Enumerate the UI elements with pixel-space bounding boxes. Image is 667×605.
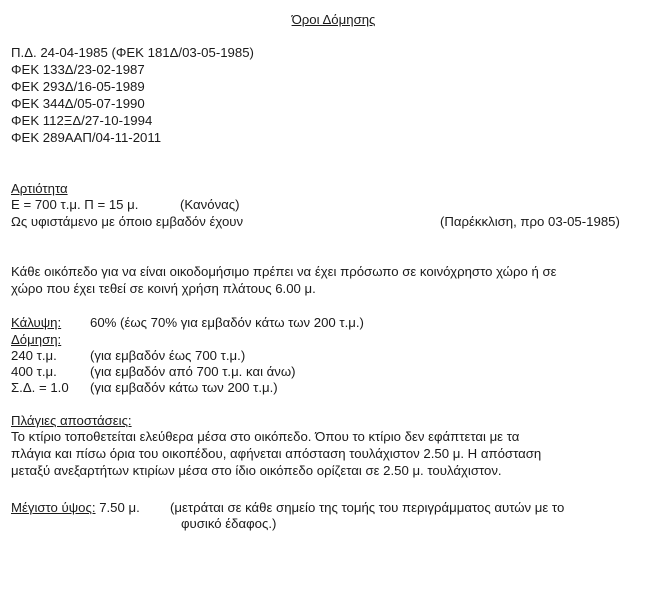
- artiotita-exception-note: (Παρέκκλιση, προ 03-05-1985): [440, 214, 620, 229]
- setbacks-line: πλάγια και πίσω όρια του οικοπέδου, αφήνεται απόσταση τουλάχιστον 2.50 μ. Η απόσταση: [11, 446, 542, 461]
- law-list: [11, 44, 254, 146]
- setbacks-line: μεταξύ ανεξαρτήτων κτιρίων μέσα στο ίδιο οικόπεδο ορίζεται σε 2.50 μ. τουλάχιστον.: [11, 463, 502, 478]
- domisi-desc: (για εμβαδόν κάτω των 200 τ.μ.): [90, 380, 278, 395]
- frontage-line: Κάθε οικόπεδο για να είναι οικοδομήσιμο πρέπει να έχει πρόσωπο σε κοινόχρηστο χώρο ή σε: [11, 264, 557, 279]
- height-note-line: (μετράται σε κάθε σημείο της τομής του περιγράμματος αυτών με το: [170, 500, 565, 515]
- domisi-value: 240 τ.μ.: [11, 348, 57, 363]
- artiotita-rule-note: (Κανόνας): [180, 197, 240, 212]
- domisi-row: [11, 379, 278, 396]
- artiotita-heading: Αρτιότητα: [11, 181, 68, 196]
- domisi-row: [11, 347, 246, 364]
- title-text: Όροι Δόμησης: [291, 12, 376, 27]
- artiotita-rule-text: Ε = 700 τ.μ. Π = 15 μ.: [11, 197, 139, 212]
- law-item: ΦΕΚ 344Δ/05-07-1990: [11, 96, 145, 111]
- law-item: ΦΕΚ 112ΞΔ/27-10-1994: [11, 113, 153, 128]
- law-item: ΦΕΚ 293Δ/16-05-1989: [11, 79, 145, 94]
- domisi-value: Σ.Δ. = 1.0: [11, 380, 69, 395]
- domisi-heading: Δόμηση:: [11, 332, 62, 347]
- height-label: Μέγιστο ύψος:: [11, 500, 96, 515]
- setbacks-paragraph: [11, 428, 646, 479]
- domisi-value: 400 τ.μ.: [11, 364, 57, 379]
- frontage-line: χώρο που έχει τεθεί σε κοινή χρήση πλάτους 6.00 μ.: [11, 281, 316, 296]
- height-value: 7.50 μ.: [99, 500, 140, 515]
- frontage-paragraph: [11, 263, 646, 297]
- artiotita-exception: Ως υφιστάμενο με όποιο εμβαδόν έχουν: [11, 214, 244, 229]
- domisi-desc: (για εμβαδόν από 700 τ.μ. και άνω): [90, 364, 296, 379]
- law-item: ΦΕΚ 289ΑΑΠ/04-11-2011: [11, 130, 162, 145]
- coverage-label: Κάλυψη:: [11, 315, 62, 330]
- law-item: Π.Δ. 24-04-1985 (ΦΕΚ 181Δ/03-05-1985): [11, 45, 254, 60]
- page-title: [0, 11, 667, 28]
- artiotita-rule: [11, 196, 138, 213]
- setbacks-line: Το κτίριο τοποθετείται ελεύθερα μέσα στο οικόπεδο. Όπου το κτίριο δεν εφάπτεται με τα: [11, 429, 520, 444]
- coverage-value: 60% (έως 70% για εμβαδόν κάτω των 200 τ.μ.): [90, 315, 364, 330]
- domisi-desc: (για εμβαδόν έως 700 τ.μ.): [90, 348, 246, 363]
- height-row: [11, 499, 140, 516]
- law-item: ΦΕΚ 133Δ/23-02-1987: [11, 62, 145, 77]
- domisi-row: [11, 363, 296, 380]
- coverage-row: [11, 314, 364, 331]
- height-note-line: φυσικό έδαφος.): [181, 516, 277, 531]
- setbacks-heading: Πλάγιες αποστάσεις:: [11, 413, 132, 428]
